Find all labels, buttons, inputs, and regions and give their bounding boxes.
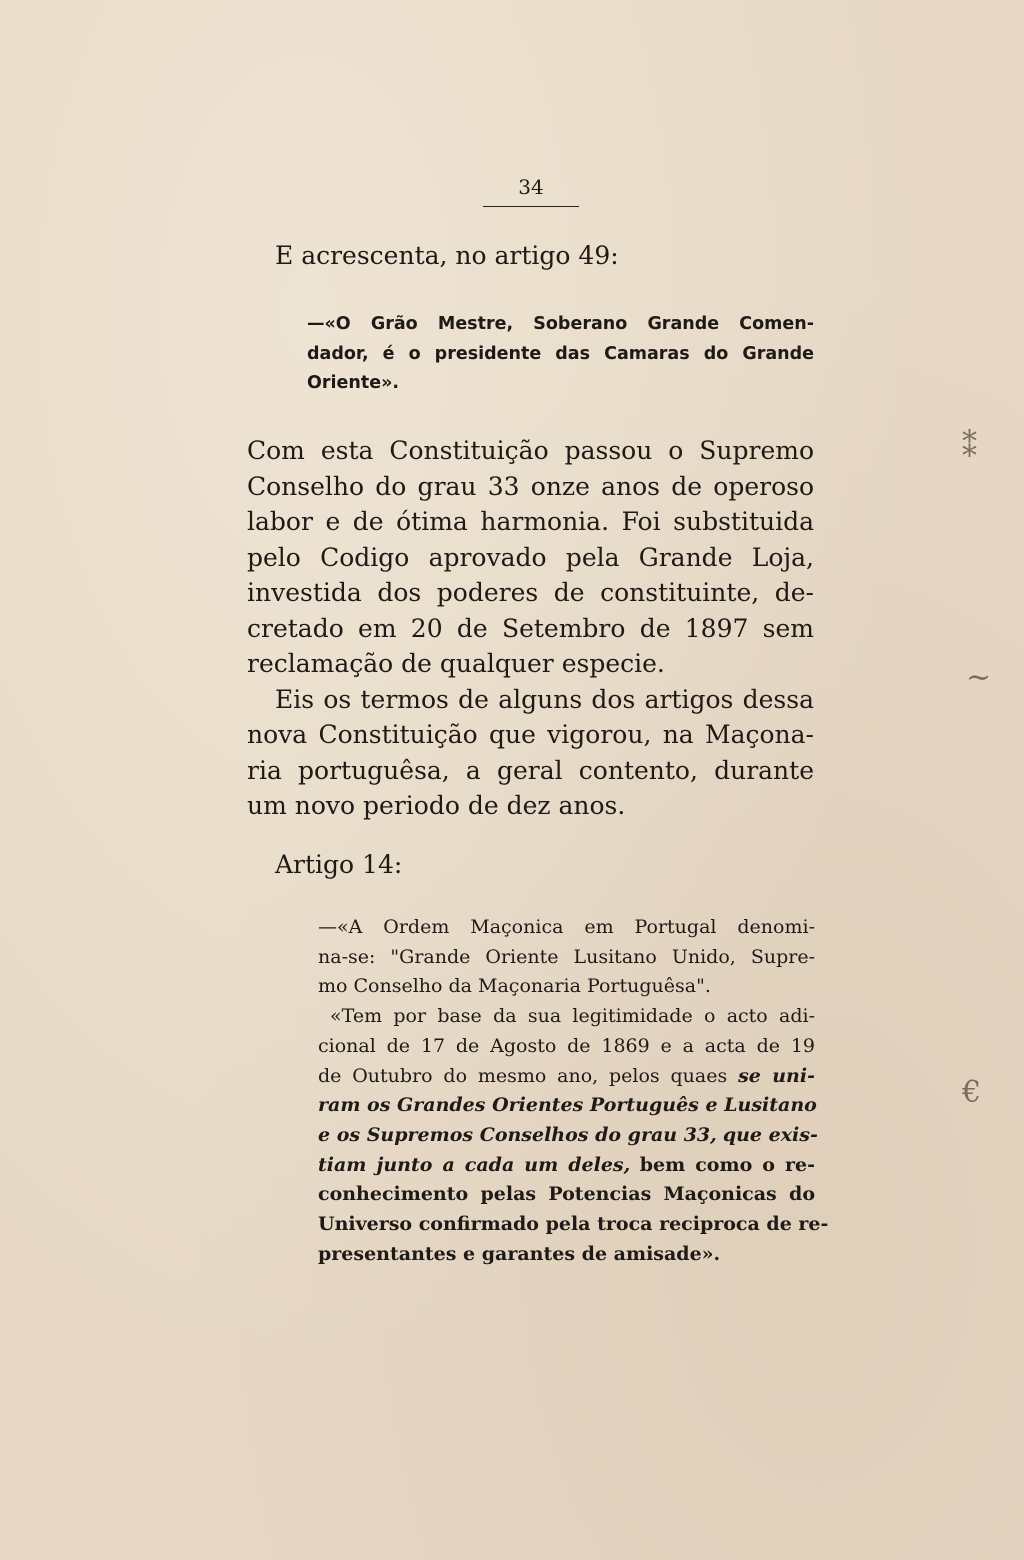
body-line: pelo Codigo aprovado pela Grande Loja, [247,542,814,572]
quote-italic: que exis- [722,1123,818,1146]
quote-text: bem como o re- [639,1153,815,1176]
margin-binding-mark-icon: ∼ [966,660,992,695]
quote-line: presentantes e garantes de amisade». [318,1242,721,1265]
quote-italic: tiam junto a cada um deles, [318,1153,631,1176]
quote-line: Universo confirmado pela troca reciproca de re- [318,1213,829,1236]
quote-line [318,1062,815,1092]
quote-text: de Outubro do mesmo ano, pelos quaes [318,1064,728,1087]
body-line: labor e de ótima harmonia. Foi substituida [247,507,814,536]
margin-binding-mark-icon: € [962,1075,982,1110]
quote-line: —«O Grão Mestre, Soberano Grande Comen- [307,314,814,334]
quote-line: mo Conselho da Maçonaria Portuguêsa". [318,975,711,998]
body-line: um novo periodo de dez anos. [247,791,626,820]
page-number-rule [483,206,579,207]
quote-line [318,1121,818,1151]
quote-article-14 [318,913,829,1269]
quote-line [318,1151,815,1181]
quote-line: —«A Ordem Maçonica em Portugal denomi- [318,916,815,938]
body-line: investida dos poderes de constituinte, de- [247,578,814,607]
quote-line: conhecimento pelas Potencias Maçonicas do [318,1183,815,1206]
quote-line: «Tem por base da sua legitimidade o acto adi- [330,1005,815,1028]
body-line: ria portuguêsa, a geral contento, durante [247,755,814,785]
quote-italic: se uni- [738,1064,815,1087]
body-line: nova Constituição que vigorou, na Maçona- [247,720,814,749]
intro-line: E acrescenta, no artigo 49: [275,241,619,270]
page-number: 34 [518,175,544,199]
artigo-heading: Artigo 14: [275,850,403,879]
quote-article-49 [307,310,814,399]
body-line: Eis os termos de alguns dos artigos dessa [275,684,814,714]
quote-line: cional de 17 de Agosto de 1869 e a acta de 19 [318,1034,815,1057]
body-line: Com esta Constituição passou o Supremo [247,436,814,465]
quote-line-italic: ram os Grandes Orientes Português e Lusitano [318,1094,817,1117]
body-line: Conselho do grau 33 onze anos de operoso [247,471,814,501]
quote-line: dador, é o presidente das Camaras do Grande [307,343,814,364]
quote-line: Oriente». [307,373,400,393]
quote-italic: e os Supremos Conselhos do grau 33, [318,1123,717,1146]
body-line: reclamação de qualquer especie. [247,649,665,678]
margin-binding-mark-icon: ⁑ [962,430,977,465]
body-line: cretado em 20 de Setembro de 1897 sem [247,613,814,643]
body-paragraph [247,433,814,824]
quote-line: na-se: "Grande Oriente Lusitano Unido, Supre- [318,945,815,968]
